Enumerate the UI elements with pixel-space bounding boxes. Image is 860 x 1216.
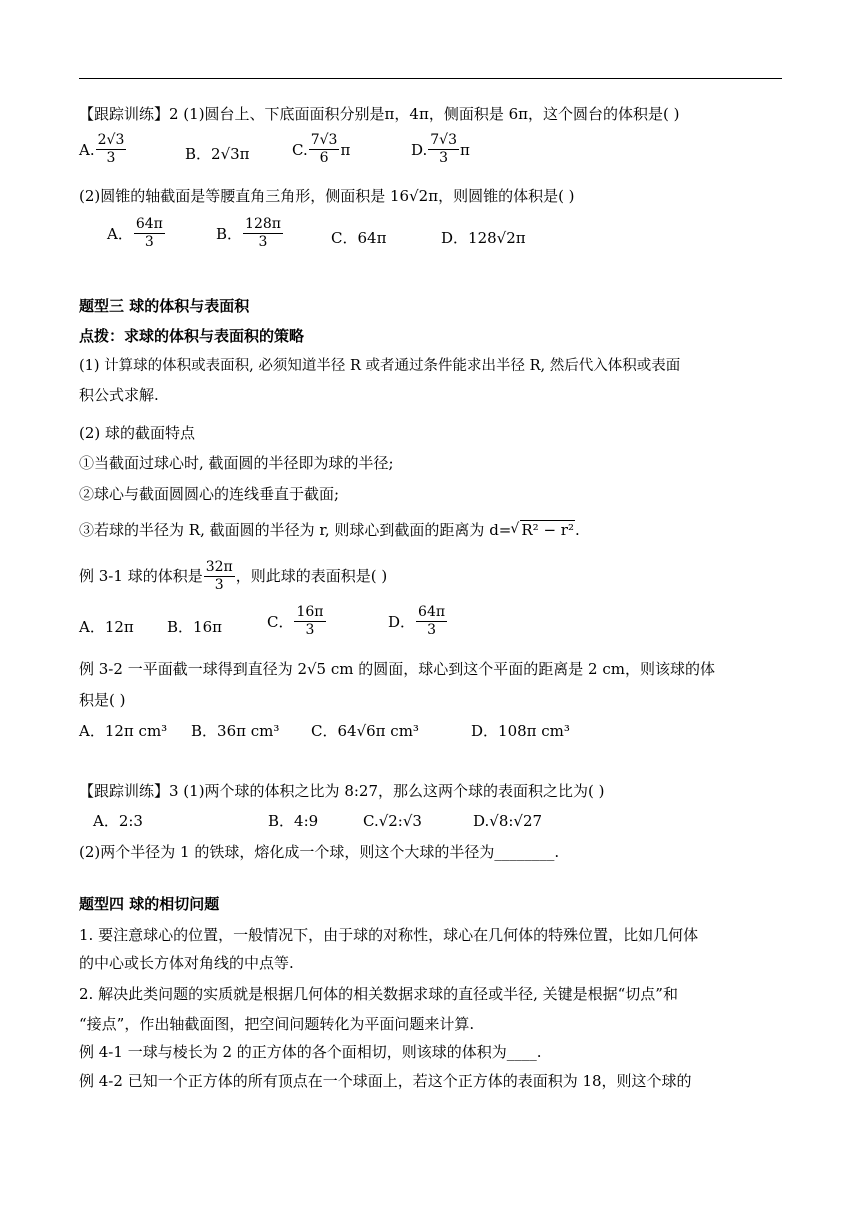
fraction: $\frac{16\pi}{3}$ xyxy=(296,604,324,638)
tip-heading: 点拨：求球的体积与表面积的策略 xyxy=(79,327,305,345)
track2-q2-options xyxy=(107,216,767,260)
fraction: $\frac{2√3}{3}$ xyxy=(97,132,125,166)
example-3-2-line-2: 积是( ) xyxy=(79,691,126,709)
paragraph-2-item-1: ①当截面过球心时, 截面圆的半径即为球的半径; xyxy=(79,454,394,472)
option-a: A．12π xyxy=(79,618,134,636)
option-c: C.√2:√3 xyxy=(363,812,422,830)
type4-point-2a: 2. 解决此类问题的实质就是根据几何体的相关数据求球的直径或半径, 关键是根据“切点”和 xyxy=(79,985,678,1003)
option-d: D．128√2π xyxy=(441,229,526,247)
example-3-2-options xyxy=(79,721,759,743)
option-a: A. $\frac{2√3}{3}$ xyxy=(79,132,125,166)
option-d: D．108π cm³ xyxy=(471,722,570,740)
track2-question-2: (2)圆锥的轴截面是等腰直角三角形，侧面积是 16√2π，则圆锥的体积是( ) xyxy=(79,187,575,205)
type4-point-1b: 的中心或长方体对角线的中点等. xyxy=(79,954,294,972)
fraction: $\frac{32\pi}{3}$ xyxy=(205,558,233,593)
track3-question-1: 【跟踪训练】3 (1)两个球的体积之比为 8:27，那么这两个球的表面积之比为( ) xyxy=(79,782,605,800)
option-a: A．2:3 xyxy=(93,812,143,830)
option-b: B．36π cm³ xyxy=(191,722,280,740)
paragraph-1a: (1) 计算球的体积或表面积, 必须知道半径 R 或者通过条件能求出半径 R, 然后代入体积或表面 xyxy=(79,358,681,374)
option-d: D． $\frac{64\pi}{3}$ xyxy=(388,604,446,638)
section-heading-type4: 题型四 球的相切问题 xyxy=(79,895,220,913)
option-c: C．64π xyxy=(331,229,387,247)
example-3-1: 例 3-1 球的体积是 $\frac{32\pi}{3}$ ，则此球的表面积是( ) xyxy=(79,558,388,593)
track3-question-2: (2)两个半径为 1 的铁球，熔化成一个球，则这个大球的半径为________. xyxy=(79,843,560,861)
track2-question-1: 【跟踪训练】2 (1)圆台上、下底面面积分别是π，4π，侧面积是 6π，这个圆台的体积是( ) xyxy=(79,105,680,123)
type4-point-2b: “接点”，作出轴截面图，把空间问题转化为平面问题来计算. xyxy=(79,1015,475,1033)
paragraph-2-item-3: ③若球的半径为 R, 截面圆的半径为 r, 则球心到截面的距离为 d=√ R² − r². xyxy=(79,520,580,540)
type4-point-1a: 1. 要注意球心的位置，一般情况下，由于球的对称性，球心在几何体的特殊位置，比如几何体 xyxy=(79,926,699,944)
example-4-1: 例 4-1 一球与棱长为 2 的正方体的各个面相切，则该球的体积为____. xyxy=(79,1043,542,1061)
track2-q1-options xyxy=(79,132,779,176)
option-b: B．16π xyxy=(167,618,222,636)
option-d: D. $\frac{7√3}{3}$ π xyxy=(411,132,470,166)
option-c: C．64√6π cm³ xyxy=(311,722,419,740)
square-root: √ R² − r² xyxy=(511,520,575,540)
section-heading-type3: 题型三 球的体积与表面积 xyxy=(79,297,250,315)
header-rule xyxy=(79,78,782,79)
track3-q1-options xyxy=(93,811,733,833)
option-b: B．4:9 xyxy=(268,812,319,830)
fraction: $\frac{7√3}{6}$ xyxy=(310,132,338,166)
paragraph-1b: 积公式求解. xyxy=(79,386,159,404)
option-a: A． $\frac{64\pi}{3}$ xyxy=(107,216,163,250)
example-3-2-line-1: 例 3-2 一平面截一球得到直径为 2√5 cm 的圆面，球心到这个平面的距离是 2 cm，则该球的体 xyxy=(79,660,715,678)
fraction: $\frac{128\pi}{3}$ xyxy=(245,216,281,250)
option-a: A．12π cm³ xyxy=(79,722,168,740)
paragraph-2: (2) 球的截面特点 xyxy=(79,424,196,442)
fraction: $\frac{64\pi}{3}$ xyxy=(135,216,163,250)
option-c: C． $\frac{16\pi}{3}$ xyxy=(267,604,324,638)
fraction: $\frac{7√3}{3}$ xyxy=(430,132,458,166)
paragraph-2-item-2: ②球心与截面圆圆心的连线垂直于截面; xyxy=(79,485,340,503)
option-b: B．2√3π xyxy=(185,145,250,163)
option-c: C. $\frac{7√3}{6}$ π xyxy=(292,132,351,166)
fraction: $\frac{64\pi}{3}$ xyxy=(418,604,446,638)
option-d: D.√8:√27 xyxy=(473,812,543,830)
example-3-1-options xyxy=(79,604,739,648)
example-4-2: 例 4-2 已知一个正方体的所有顶点在一个球面上，若这个正方体的表面积为 18，则这个球的 xyxy=(79,1072,692,1090)
option-b: B． $\frac{128\pi}{3}$ xyxy=(216,216,281,250)
